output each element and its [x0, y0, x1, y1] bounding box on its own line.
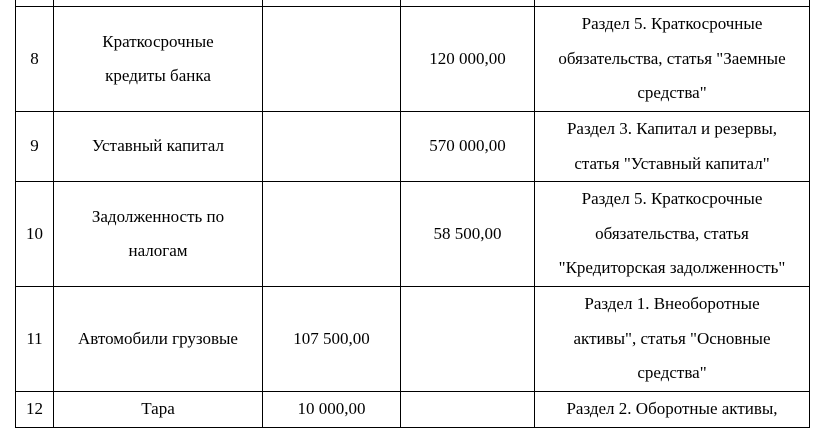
debit-amount — [263, 7, 401, 112]
row-number: 10 — [16, 182, 54, 287]
balance-section: Раздел 2. Оборотные активы, — [535, 391, 810, 427]
balance-section: Раздел 1. Внеоборотные активы", статья "Основные средства" — [535, 287, 810, 392]
table-row — [16, 7, 810, 112]
balance-table — [15, 0, 810, 428]
balance-section: Раздел 5. Краткосрочные обязательства, статья "Заемные средства" — [535, 7, 810, 112]
table-row — [16, 112, 810, 182]
credit-amount: 570 000,00 — [401, 112, 535, 182]
debit-amount: 107 500,00 — [263, 287, 401, 392]
row-number: 9 — [16, 112, 54, 182]
debit-amount: 10 000,00 — [263, 391, 401, 427]
account-name: Тара — [54, 391, 263, 427]
balance-section: Раздел 3. Капитал и резервы, статья "Уставный капитал" — [535, 112, 810, 182]
table-row — [16, 182, 810, 287]
credit-amount: 120 000,00 — [401, 7, 535, 112]
balance-section: Раздел 5. Краткосрочные обязательства, статья "Кредиторская задолженность" — [535, 182, 810, 287]
table-row — [16, 391, 810, 427]
row-number: 11 — [16, 287, 54, 392]
account-name: Автомобили грузовые — [54, 287, 263, 392]
row-number: 12 — [16, 391, 54, 427]
account-name: Краткосрочные кредиты банка — [54, 7, 263, 112]
account-name: Уставный капитал — [54, 112, 263, 182]
table-row — [16, 287, 810, 392]
account-name: Задолженность по налогам — [54, 182, 263, 287]
debit-amount — [263, 182, 401, 287]
debit-amount — [263, 112, 401, 182]
credit-amount — [401, 391, 535, 427]
credit-amount — [401, 287, 535, 392]
row-number: 8 — [16, 7, 54, 112]
credit-amount: 58 500,00 — [401, 182, 535, 287]
